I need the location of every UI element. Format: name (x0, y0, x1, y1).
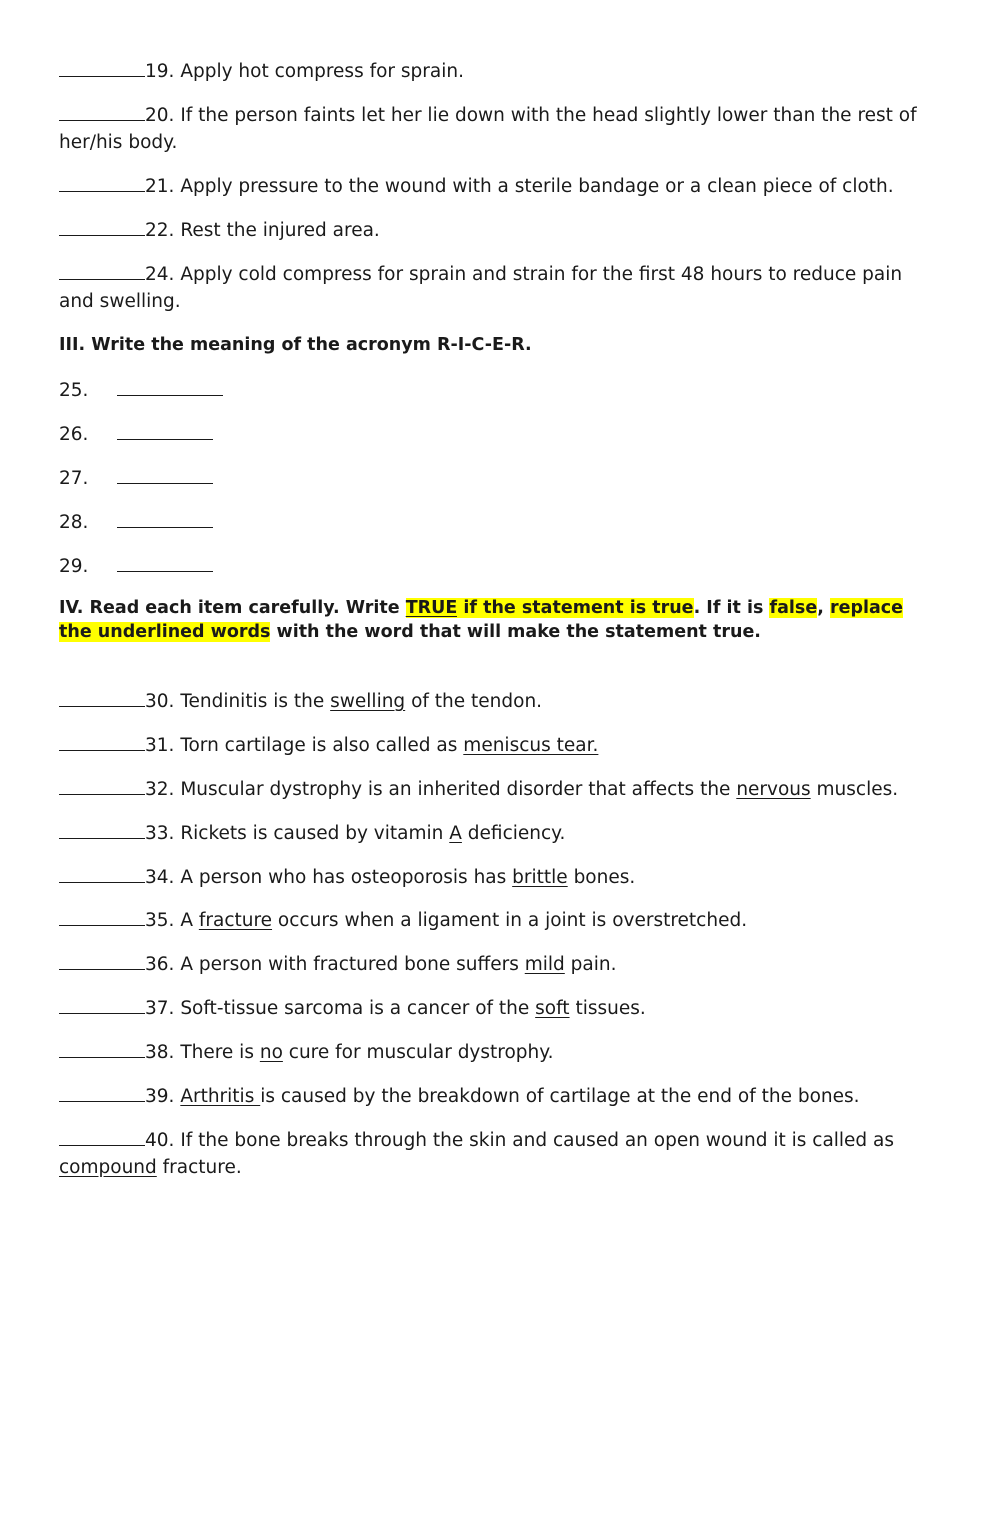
item-30 (59, 687, 929, 715)
answer-blank[interactable] (117, 508, 213, 528)
item-number: 34. (145, 867, 175, 888)
item-number: 25. (59, 380, 89, 401)
item-38 (59, 1038, 929, 1066)
section-iii-heading: III. Write the meaning of the acronym R-I-C-E-R. (59, 335, 532, 355)
item-text: bones. (567, 867, 636, 888)
answer-blank[interactable] (59, 731, 145, 751)
item-text: Muscular dystrophy is an inherited disorder that affects the (180, 779, 737, 800)
underlined-word: Arthritis (180, 1086, 261, 1107)
item-number: 30. (145, 691, 175, 712)
item-37 (59, 994, 929, 1022)
item-text: Tendinitis is the (180, 691, 331, 712)
item-text: If the bone breaks through the skin and caused an open wound it is called as (180, 1130, 895, 1151)
highlight-true: TRUE (405, 598, 458, 618)
answer-blank[interactable] (59, 101, 145, 121)
answer-blank[interactable] (59, 863, 145, 883)
underlined-word: A (449, 823, 462, 844)
answer-blank[interactable] (59, 216, 145, 236)
underlined-word: no (259, 1042, 283, 1063)
item-number: 31. (145, 735, 175, 756)
underlined-word: nervous (736, 779, 811, 800)
acronym-item-25 (59, 376, 223, 404)
item-number: 36. (145, 954, 175, 975)
item-text: muscles. (810, 779, 899, 800)
answer-blank[interactable] (59, 994, 145, 1014)
item-text: There is (180, 1042, 260, 1063)
item-36 (59, 950, 929, 978)
item-35 (59, 906, 929, 934)
item-number: 32. (145, 779, 175, 800)
item-number: 37. (145, 998, 175, 1019)
item-text: Soft-tissue sarcoma is a cancer of the (180, 998, 536, 1019)
item-number: 29. (59, 556, 89, 577)
answer-blank[interactable] (117, 376, 223, 396)
item-number: 26. (59, 424, 89, 445)
underlined-word: fracture (198, 910, 273, 931)
underlined-word: brittle (512, 867, 568, 888)
underlined-word: mild (524, 954, 565, 975)
highlight-false: false (769, 598, 818, 618)
answer-blank[interactable] (59, 1082, 145, 1102)
item-text: Torn cartilage is also called as (180, 735, 464, 756)
item-20 (59, 101, 929, 156)
answer-blank[interactable] (117, 464, 213, 484)
item-31 (59, 731, 929, 759)
item-text: Apply pressure to the wound with a sterile bandage or a clean piece of cloth. (180, 176, 894, 197)
item-number: 38. (145, 1042, 175, 1063)
answer-blank[interactable] (59, 775, 145, 795)
item-number: 28. (59, 512, 89, 533)
item-text: pain. (564, 954, 617, 975)
item-text: Apply hot compress for sprain. (180, 61, 464, 82)
heading-text: , (817, 598, 824, 618)
item-text: A person with fractured bone suffers (180, 954, 525, 975)
item-number: 33. (145, 823, 175, 844)
answer-blank[interactable] (59, 1126, 145, 1146)
highlight-text: if the statement is true (457, 598, 694, 618)
answer-blank[interactable] (117, 420, 213, 440)
item-number: 22. (145, 220, 175, 241)
item-text: A (180, 910, 199, 931)
item-text: If the person faints let her lie down with the head slightly lower than the rest of her/his body. (59, 105, 917, 153)
heading-text: IV. Read each item carefully. Write (59, 598, 406, 618)
answer-blank[interactable] (59, 906, 145, 926)
item-32 (59, 775, 929, 803)
highlight-text: replace the underlined words (59, 598, 904, 642)
answer-blank[interactable] (59, 687, 145, 707)
item-33 (59, 819, 929, 847)
underlined-word: swelling (330, 691, 406, 712)
acronym-item-26 (59, 420, 213, 448)
acronym-item-28 (59, 508, 213, 536)
item-number: 20. (145, 105, 175, 126)
answer-blank[interactable] (59, 819, 145, 839)
item-34 (59, 863, 929, 891)
answer-blank[interactable] (59, 57, 145, 77)
item-text: A person who has osteoporosis has (180, 867, 513, 888)
item-text: occurs when a ligament in a joint is overstretched. (272, 910, 748, 931)
item-24 (59, 260, 929, 315)
item-text: deficiency. (461, 823, 566, 844)
heading-text: . If it is (693, 598, 770, 618)
acronym-item-27 (59, 464, 213, 492)
answer-blank[interactable] (59, 260, 145, 280)
underlined-word: compound (59, 1157, 157, 1178)
item-text: cure for muscular dystrophy. (282, 1042, 554, 1063)
item-number: 24. (145, 264, 175, 285)
item-number: 39. (145, 1086, 175, 1107)
section-iv-heading (59, 596, 929, 644)
item-number: 19. (145, 61, 175, 82)
item-text: of the tendon. (405, 691, 543, 712)
item-text: Rickets is caused by vitamin (180, 823, 450, 844)
item-text: Rest the injured area. (180, 220, 380, 241)
item-40 (59, 1126, 929, 1181)
item-39 (59, 1082, 929, 1110)
item-19 (59, 57, 929, 85)
item-21 (59, 172, 929, 200)
item-text: Apply cold compress for sprain and strain for the first 48 hours to reduce pain and swelling. (59, 264, 903, 312)
answer-blank[interactable] (59, 1038, 145, 1058)
answer-blank[interactable] (117, 552, 213, 572)
item-number: 40. (145, 1130, 175, 1151)
item-22 (59, 216, 929, 244)
item-text: fracture. (156, 1157, 242, 1178)
item-text: is caused by the breakdown of cartilage at the end of the bones. (260, 1086, 860, 1107)
item-number: 35. (145, 910, 175, 931)
item-number: 21. (145, 176, 175, 197)
item-number: 27. (59, 468, 89, 489)
answer-blank[interactable] (59, 950, 145, 970)
heading-text: with the word that will make the statement true. (270, 622, 761, 642)
underlined-word: soft (535, 998, 570, 1019)
acronym-item-29 (59, 552, 213, 580)
answer-blank[interactable] (59, 172, 145, 192)
underlined-word: meniscus tear. (463, 735, 599, 756)
item-text: tissues. (569, 998, 646, 1019)
